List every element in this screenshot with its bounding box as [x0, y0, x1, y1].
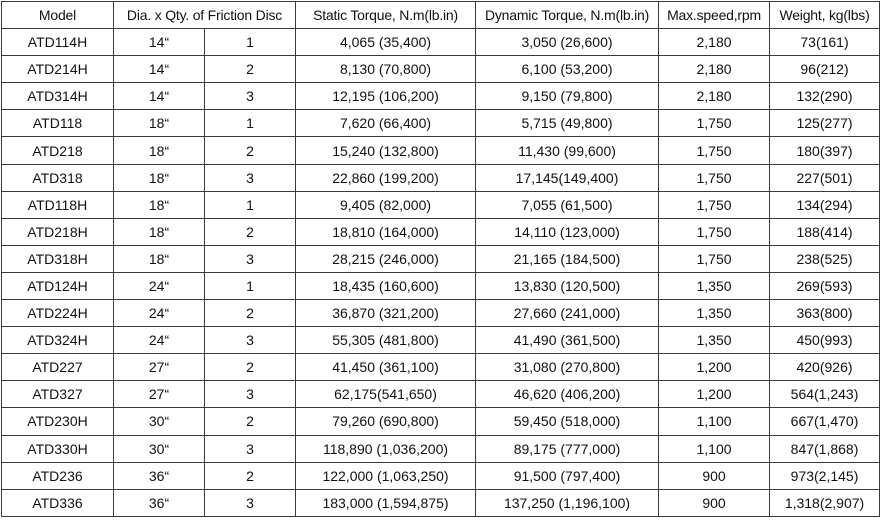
- cell-diameter: 14“: [114, 56, 205, 83]
- cell-dynamic-torque: 27,660 (241,000): [476, 300, 659, 327]
- cell-diameter: 24“: [114, 272, 205, 299]
- cell-max-speed: 1,100: [659, 408, 770, 435]
- cell-model: ATD236: [2, 462, 114, 489]
- table-row: [2, 245, 880, 272]
- cell-model: ATD218H: [2, 218, 114, 245]
- table-row: [2, 272, 880, 299]
- cell-max-speed: 1,750: [659, 110, 770, 137]
- cell-dynamic-torque: 17,145(149,400): [476, 164, 659, 191]
- cell-static-torque: 4,065 (35,400): [296, 29, 476, 56]
- cell-model: ATD114H: [2, 29, 114, 56]
- cell-dynamic-torque: 137,250 (1,196,100): [476, 489, 659, 516]
- cell-max-speed: 2,180: [659, 83, 770, 110]
- cell-dynamic-torque: 9,150 (79,800): [476, 83, 659, 110]
- cell-dynamic-torque: 7,055 (61,500): [476, 191, 659, 218]
- cell-max-speed: 1,750: [659, 218, 770, 245]
- cell-dynamic-torque: 46,620 (406,200): [476, 381, 659, 408]
- cell-diameter: 30“: [114, 408, 205, 435]
- table-row: [2, 327, 880, 354]
- cell-model: ATD218: [2, 137, 114, 164]
- cell-diameter: 36“: [114, 462, 205, 489]
- table-row: [2, 56, 880, 83]
- table-row: [2, 164, 880, 191]
- cell-diameter: 18“: [114, 137, 205, 164]
- cell-dynamic-torque: 59,450 (518,000): [476, 408, 659, 435]
- cell-diameter: 27“: [114, 354, 205, 381]
- table-row: [2, 83, 880, 110]
- cell-max-speed: 1,750: [659, 164, 770, 191]
- cell-static-torque: 22,860 (199,200): [296, 164, 476, 191]
- cell-diameter: 18“: [114, 110, 205, 137]
- cell-dynamic-torque: 11,430 (99,600): [476, 137, 659, 164]
- cell-weight: 132(290): [770, 83, 880, 110]
- table-row: [2, 381, 880, 408]
- cell-weight: 973(2,145): [770, 462, 880, 489]
- cell-static-torque: 79,260 (690,800): [296, 408, 476, 435]
- table-row: [2, 435, 880, 462]
- cell-model: ATD318H: [2, 245, 114, 272]
- cell-weight: 450(993): [770, 327, 880, 354]
- cell-max-speed: 1,750: [659, 245, 770, 272]
- cell-disc-qty: 2: [205, 462, 296, 489]
- cell-max-speed: 1,100: [659, 435, 770, 462]
- cell-diameter: 27“: [114, 381, 205, 408]
- cell-dynamic-torque: 41,490 (361,500): [476, 327, 659, 354]
- cell-weight: 564(1,243): [770, 381, 880, 408]
- cell-disc-qty: 3: [205, 489, 296, 516]
- cell-static-torque: 18,435 (160,600): [296, 272, 476, 299]
- cell-weight: 180(397): [770, 137, 880, 164]
- cell-model: ATD324H: [2, 327, 114, 354]
- cell-dynamic-torque: 21,165 (184,500): [476, 245, 659, 272]
- header-row: [2, 2, 880, 29]
- header-weight: Weight, kg(lbs): [770, 2, 880, 29]
- cell-weight: 125(277): [770, 110, 880, 137]
- cell-model: ATD224H: [2, 300, 114, 327]
- cell-static-torque: 55,305 (481,800): [296, 327, 476, 354]
- cell-max-speed: 1,350: [659, 327, 770, 354]
- header-max-speed: Max.speed,rpm: [659, 2, 770, 29]
- table-row: [2, 110, 880, 137]
- cell-static-torque: 36,870 (321,200): [296, 300, 476, 327]
- table-row: [2, 489, 880, 516]
- cell-disc-qty: 3: [205, 245, 296, 272]
- cell-model: ATD336: [2, 489, 114, 516]
- cell-static-torque: 122,000 (1,063,250): [296, 462, 476, 489]
- cell-disc-qty: 3: [205, 83, 296, 110]
- cell-disc-qty: 2: [205, 137, 296, 164]
- table-row: [2, 462, 880, 489]
- cell-model: ATD118H: [2, 191, 114, 218]
- cell-static-torque: 118,890 (1,036,200): [296, 435, 476, 462]
- cell-max-speed: 900: [659, 462, 770, 489]
- cell-diameter: 18“: [114, 164, 205, 191]
- cell-disc-qty: 3: [205, 435, 296, 462]
- table-body: [2, 29, 880, 517]
- cell-disc-qty: 2: [205, 218, 296, 245]
- cell-diameter: 36“: [114, 489, 205, 516]
- cell-weight: 188(414): [770, 218, 880, 245]
- header-static-torque: Static Torque, N.m(lb.in): [296, 2, 476, 29]
- cell-max-speed: 1,200: [659, 381, 770, 408]
- cell-static-torque: 8,130 (70,800): [296, 56, 476, 83]
- cell-weight: 73(161): [770, 29, 880, 56]
- cell-max-speed: 1,750: [659, 191, 770, 218]
- cell-static-torque: 28,215 (246,000): [296, 245, 476, 272]
- cell-dynamic-torque: 14,110 (123,000): [476, 218, 659, 245]
- cell-weight: 238(525): [770, 245, 880, 272]
- cell-disc-qty: 3: [205, 381, 296, 408]
- cell-dynamic-torque: 13,830 (120,500): [476, 272, 659, 299]
- table-row: [2, 191, 880, 218]
- cell-disc-qty: 2: [205, 354, 296, 381]
- cell-diameter: 14“: [114, 83, 205, 110]
- cell-static-torque: 12,195 (106,200): [296, 83, 476, 110]
- cell-diameter: 24“: [114, 327, 205, 354]
- cell-weight: 227(501): [770, 164, 880, 191]
- table-row: [2, 218, 880, 245]
- cell-max-speed: 1,200: [659, 354, 770, 381]
- cell-disc-qty: 1: [205, 191, 296, 218]
- cell-disc-qty: 1: [205, 272, 296, 299]
- cell-weight: 134(294): [770, 191, 880, 218]
- cell-static-torque: 15,240 (132,800): [296, 137, 476, 164]
- cell-disc-qty: 3: [205, 327, 296, 354]
- cell-diameter: 18“: [114, 218, 205, 245]
- cell-static-torque: 183,000 (1,594,875): [296, 489, 476, 516]
- cell-dynamic-torque: 5,715 (49,800): [476, 110, 659, 137]
- cell-static-torque: 62,175(541,650): [296, 381, 476, 408]
- table-row: [2, 354, 880, 381]
- cell-diameter: 24“: [114, 300, 205, 327]
- table-row: [2, 408, 880, 435]
- cell-disc-qty: 2: [205, 56, 296, 83]
- cell-disc-qty: 2: [205, 408, 296, 435]
- table-row: [2, 29, 880, 56]
- cell-disc-qty: 2: [205, 300, 296, 327]
- cell-disc-qty: 1: [205, 29, 296, 56]
- header-model: Model: [2, 2, 114, 29]
- cell-disc-qty: 3: [205, 164, 296, 191]
- cell-weight: 667(1,470): [770, 408, 880, 435]
- cell-weight: 363(800): [770, 300, 880, 327]
- cell-model: ATD330H: [2, 435, 114, 462]
- cell-static-torque: 18,810 (164,000): [296, 218, 476, 245]
- cell-model: ATD124H: [2, 272, 114, 299]
- cell-disc-qty: 1: [205, 110, 296, 137]
- cell-model: ATD227: [2, 354, 114, 381]
- cell-dynamic-torque: 91,500 (797,400): [476, 462, 659, 489]
- cell-static-torque: 9,405 (82,000): [296, 191, 476, 218]
- cell-weight: 420(926): [770, 354, 880, 381]
- cell-model: ATD327: [2, 381, 114, 408]
- cell-dynamic-torque: 89,175 (777,000): [476, 435, 659, 462]
- cell-dynamic-torque: 6,100 (53,200): [476, 56, 659, 83]
- cell-max-speed: 1,750: [659, 137, 770, 164]
- cell-model: ATD314H: [2, 83, 114, 110]
- table-row: [2, 300, 880, 327]
- cell-weight: 1,318(2,907): [770, 489, 880, 516]
- table-row: [2, 137, 880, 164]
- cell-weight: 847(1,868): [770, 435, 880, 462]
- cell-diameter: 18“: [114, 245, 205, 272]
- cell-diameter: 30“: [114, 435, 205, 462]
- cell-max-speed: 2,180: [659, 56, 770, 83]
- cell-diameter: 18“: [114, 191, 205, 218]
- header-dia-qty: Dia. x Qty. of Friction Disc: [114, 2, 296, 29]
- cell-max-speed: 900: [659, 489, 770, 516]
- cell-model: ATD214H: [2, 56, 114, 83]
- cell-dynamic-torque: 31,080 (270,800): [476, 354, 659, 381]
- cell-max-speed: 1,350: [659, 272, 770, 299]
- cell-static-torque: 7,620 (66,400): [296, 110, 476, 137]
- header-dynamic-torque: Dynamic Torque, N.m(lb.in): [476, 2, 659, 29]
- cell-max-speed: 2,180: [659, 29, 770, 56]
- specs-table: [1, 1, 880, 517]
- cell-weight: 269(593): [770, 272, 880, 299]
- cell-model: ATD118: [2, 110, 114, 137]
- cell-weight: 96(212): [770, 56, 880, 83]
- cell-model: ATD318: [2, 164, 114, 191]
- cell-static-torque: 41,450 (361,100): [296, 354, 476, 381]
- cell-model: ATD230H: [2, 408, 114, 435]
- cell-diameter: 14“: [114, 29, 205, 56]
- cell-max-speed: 1,350: [659, 300, 770, 327]
- cell-dynamic-torque: 3,050 (26,600): [476, 29, 659, 56]
